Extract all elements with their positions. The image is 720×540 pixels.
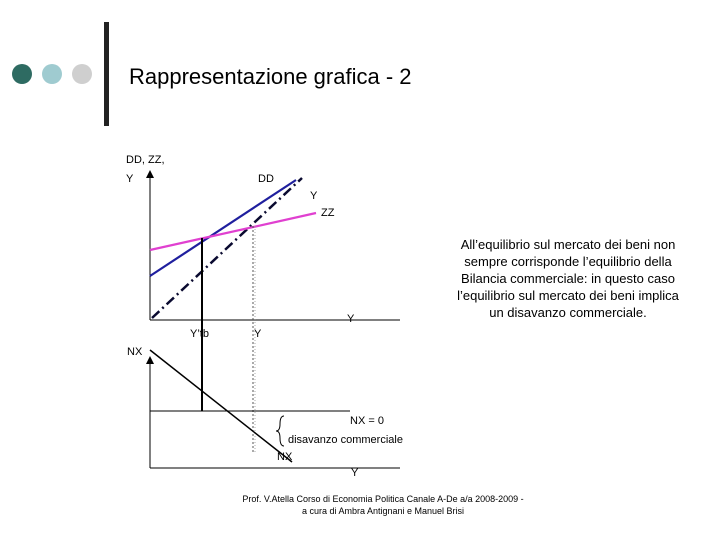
- nx-zero-label: NX = 0: [350, 415, 384, 427]
- top-x-axis-label: Y: [347, 313, 355, 325]
- bottom-y-axis-label: NX: [127, 346, 143, 358]
- slide-title: Rappresentazione grafica - 2: [129, 64, 412, 89]
- nx-line-label: NX: [277, 451, 293, 463]
- deficit-brace: [276, 416, 284, 446]
- footer-line-1: Prof. V.Atella Corso di Economia Politica Canale A-De a/a 2008-2009 -: [242, 494, 524, 504]
- dd-label: DD: [258, 173, 274, 185]
- nx-line: [150, 350, 292, 462]
- ytb-label: Y’tb: [190, 328, 209, 340]
- top-y-axis-label-1: DD, ZZ,: [126, 154, 165, 166]
- y-equilibrium-label: Y: [254, 328, 262, 340]
- bottom-x-axis-label: Y: [351, 467, 359, 479]
- dd-line: [150, 180, 296, 276]
- footer-line-2: a cura di Ambra Antignani e Manuel Brisi: [301, 506, 465, 516]
- y-45-line: [152, 178, 302, 318]
- deficit-label: disavanzo commerciale: [288, 434, 403, 446]
- zz-line: [150, 213, 316, 250]
- zz-label: ZZ: [321, 207, 335, 219]
- explanation-text: All’equilibrio sul mercato dei beni non sempre corrisponde l’equilibrio della Bilancia commerciale: in questo caso l’equilibrio sul mercato dei beni implica un disavanzo commerciale.: [457, 237, 679, 320]
- y-line-label: Y: [310, 190, 318, 202]
- slide-footer: [218, 493, 548, 517]
- top-y-axis-label-2: Y: [126, 173, 134, 185]
